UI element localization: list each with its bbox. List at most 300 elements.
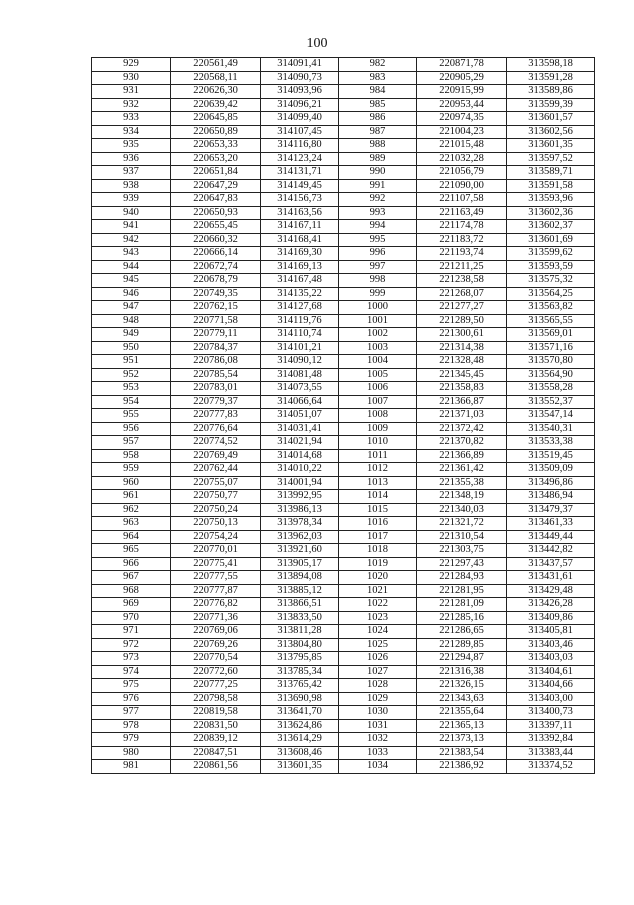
x-coordinate-cell: 221370,82 — [417, 436, 507, 450]
y-coordinate-cell: 313431,61 — [507, 571, 595, 585]
x-coordinate-cell: 221303,75 — [417, 544, 507, 558]
point-number-cell: 1009 — [339, 422, 417, 436]
y-coordinate-cell: 314123,24 — [261, 152, 339, 166]
y-coordinate-cell: 313383,44 — [507, 746, 595, 760]
y-coordinate-cell: 313690,98 — [261, 692, 339, 706]
point-number-cell: 969 — [92, 598, 171, 612]
y-coordinate-cell: 313614,29 — [261, 733, 339, 747]
x-coordinate-cell: 221281,95 — [417, 584, 507, 598]
y-coordinate-cell: 313565,55 — [507, 314, 595, 328]
point-number-cell: 1033 — [339, 746, 417, 760]
x-coordinate-cell: 221300,61 — [417, 328, 507, 342]
y-coordinate-cell: 313599,39 — [507, 98, 595, 112]
y-coordinate-cell: 313598,18 — [507, 58, 595, 72]
point-number-cell: 984 — [339, 85, 417, 99]
table-row — [92, 598, 595, 612]
x-coordinate-cell: 220660,32 — [171, 233, 261, 247]
y-coordinate-cell: 313593,59 — [507, 260, 595, 274]
x-coordinate-cell: 220561,49 — [171, 58, 261, 72]
table-row — [92, 260, 595, 274]
x-coordinate-cell: 221163,49 — [417, 206, 507, 220]
point-number-cell: 947 — [92, 301, 171, 315]
y-coordinate-cell: 313437,57 — [507, 557, 595, 571]
x-coordinate-cell: 220645,85 — [171, 112, 261, 126]
point-number-cell: 985 — [339, 98, 417, 112]
y-coordinate-cell: 313978,34 — [261, 517, 339, 531]
x-coordinate-cell: 221032,28 — [417, 152, 507, 166]
y-coordinate-cell: 313785,34 — [261, 665, 339, 679]
x-coordinate-cell: 220650,93 — [171, 206, 261, 220]
y-coordinate-cell: 314099,40 — [261, 112, 339, 126]
y-coordinate-cell: 313570,80 — [507, 355, 595, 369]
y-coordinate-cell: 314093,96 — [261, 85, 339, 99]
y-coordinate-cell: 313602,36 — [507, 206, 595, 220]
x-coordinate-cell: 221343,63 — [417, 692, 507, 706]
point-number-cell: 945 — [92, 274, 171, 288]
y-coordinate-cell: 313563,82 — [507, 301, 595, 315]
point-number-cell: 992 — [339, 193, 417, 207]
y-coordinate-cell: 314090,12 — [261, 355, 339, 369]
y-coordinate-cell: 313599,62 — [507, 247, 595, 261]
coordinates-table-body — [92, 58, 595, 774]
y-coordinate-cell: 313597,52 — [507, 152, 595, 166]
x-coordinate-cell: 220974,35 — [417, 112, 507, 126]
y-coordinate-cell: 313921,60 — [261, 544, 339, 558]
point-number-cell: 940 — [92, 206, 171, 220]
table-row — [92, 193, 595, 207]
point-number-cell: 951 — [92, 355, 171, 369]
point-number-cell: 948 — [92, 314, 171, 328]
x-coordinate-cell: 220568,11 — [171, 71, 261, 85]
y-coordinate-cell: 313602,56 — [507, 125, 595, 139]
table-row — [92, 571, 595, 585]
y-coordinate-cell: 313461,33 — [507, 517, 595, 531]
x-coordinate-cell: 220770,54 — [171, 652, 261, 666]
x-coordinate-cell: 221316,38 — [417, 665, 507, 679]
x-coordinate-cell: 220678,79 — [171, 274, 261, 288]
table-row — [92, 490, 595, 504]
point-number-cell: 1017 — [339, 530, 417, 544]
point-number-cell: 938 — [92, 179, 171, 193]
x-coordinate-cell: 221371,03 — [417, 409, 507, 423]
point-number-cell: 1015 — [339, 503, 417, 517]
point-number-cell: 954 — [92, 395, 171, 409]
table-row — [92, 638, 595, 652]
y-coordinate-cell: 314116,80 — [261, 139, 339, 153]
y-coordinate-cell: 313403,03 — [507, 652, 595, 666]
point-number-cell: 987 — [339, 125, 417, 139]
point-number-cell: 1013 — [339, 476, 417, 490]
x-coordinate-cell: 220871,78 — [417, 58, 507, 72]
point-number-cell: 964 — [92, 530, 171, 544]
point-number-cell: 998 — [339, 274, 417, 288]
x-coordinate-cell: 220777,25 — [171, 679, 261, 693]
y-coordinate-cell: 313404,66 — [507, 679, 595, 693]
y-coordinate-cell: 313496,86 — [507, 476, 595, 490]
y-coordinate-cell: 314167,11 — [261, 220, 339, 234]
x-coordinate-cell: 220905,29 — [417, 71, 507, 85]
y-coordinate-cell: 314167,48 — [261, 274, 339, 288]
x-coordinate-cell: 221340,03 — [417, 503, 507, 517]
table-row — [92, 746, 595, 760]
table-row — [92, 341, 595, 355]
point-number-cell: 986 — [339, 112, 417, 126]
table-row — [92, 422, 595, 436]
x-coordinate-cell: 221183,72 — [417, 233, 507, 247]
point-number-cell: 939 — [92, 193, 171, 207]
table-row — [92, 152, 595, 166]
point-number-cell: 936 — [92, 152, 171, 166]
point-number-cell: 941 — [92, 220, 171, 234]
x-coordinate-cell: 220783,01 — [171, 382, 261, 396]
x-coordinate-cell: 220750,13 — [171, 517, 261, 531]
y-coordinate-cell: 314169,13 — [261, 260, 339, 274]
x-coordinate-cell: 221321,72 — [417, 517, 507, 531]
table-row — [92, 625, 595, 639]
y-coordinate-cell: 314014,68 — [261, 449, 339, 463]
x-coordinate-cell: 220672,74 — [171, 260, 261, 274]
x-coordinate-cell: 221348,19 — [417, 490, 507, 504]
x-coordinate-cell: 221345,45 — [417, 368, 507, 382]
y-coordinate-cell: 313641,70 — [261, 706, 339, 720]
point-number-cell: 944 — [92, 260, 171, 274]
point-number-cell: 1019 — [339, 557, 417, 571]
x-coordinate-cell: 221297,43 — [417, 557, 507, 571]
point-number-cell: 1008 — [339, 409, 417, 423]
x-coordinate-cell: 220769,26 — [171, 638, 261, 652]
y-coordinate-cell: 313811,28 — [261, 625, 339, 639]
x-coordinate-cell: 220953,44 — [417, 98, 507, 112]
x-coordinate-cell: 220762,44 — [171, 463, 261, 477]
table-row — [92, 395, 595, 409]
point-number-cell: 1023 — [339, 611, 417, 625]
point-number-cell: 989 — [339, 152, 417, 166]
y-coordinate-cell: 313591,28 — [507, 71, 595, 85]
point-number-cell: 937 — [92, 166, 171, 180]
table-row — [92, 665, 595, 679]
y-coordinate-cell: 314101,21 — [261, 341, 339, 355]
point-number-cell: 1002 — [339, 328, 417, 342]
x-coordinate-cell: 220755,07 — [171, 476, 261, 490]
y-coordinate-cell: 314168,41 — [261, 233, 339, 247]
x-coordinate-cell: 221281,09 — [417, 598, 507, 612]
x-coordinate-cell: 220754,24 — [171, 530, 261, 544]
x-coordinate-cell: 220653,20 — [171, 152, 261, 166]
table-row — [92, 463, 595, 477]
y-coordinate-cell: 313575,32 — [507, 274, 595, 288]
x-coordinate-cell: 221383,54 — [417, 746, 507, 760]
point-number-cell: 1007 — [339, 395, 417, 409]
y-coordinate-cell: 314051,07 — [261, 409, 339, 423]
point-number-cell: 983 — [339, 71, 417, 85]
y-coordinate-cell: 313885,12 — [261, 584, 339, 598]
x-coordinate-cell: 220798,58 — [171, 692, 261, 706]
table-row — [92, 85, 595, 99]
y-coordinate-cell: 313509,09 — [507, 463, 595, 477]
x-coordinate-cell: 221268,07 — [417, 287, 507, 301]
y-coordinate-cell: 313571,16 — [507, 341, 595, 355]
y-coordinate-cell: 314073,55 — [261, 382, 339, 396]
point-number-cell: 996 — [339, 247, 417, 261]
point-number-cell: 977 — [92, 706, 171, 720]
x-coordinate-cell: 221355,38 — [417, 476, 507, 490]
table-row — [92, 355, 595, 369]
y-coordinate-cell: 313479,37 — [507, 503, 595, 517]
y-coordinate-cell: 313765,42 — [261, 679, 339, 693]
point-number-cell: 993 — [339, 206, 417, 220]
table-row — [92, 328, 595, 342]
table-row — [92, 220, 595, 234]
point-number-cell: 1027 — [339, 665, 417, 679]
x-coordinate-cell: 220749,35 — [171, 287, 261, 301]
table-row — [92, 706, 595, 720]
table-row — [92, 166, 595, 180]
point-number-cell: 966 — [92, 557, 171, 571]
x-coordinate-cell: 220771,58 — [171, 314, 261, 328]
y-coordinate-cell: 313804,80 — [261, 638, 339, 652]
x-coordinate-cell: 221355,64 — [417, 706, 507, 720]
x-coordinate-cell: 221373,13 — [417, 733, 507, 747]
x-coordinate-cell: 221326,15 — [417, 679, 507, 693]
point-number-cell: 963 — [92, 517, 171, 531]
point-number-cell: 994 — [339, 220, 417, 234]
x-coordinate-cell: 221289,85 — [417, 638, 507, 652]
x-coordinate-cell: 220762,15 — [171, 301, 261, 315]
y-coordinate-cell: 313602,37 — [507, 220, 595, 234]
y-coordinate-cell: 313624,86 — [261, 719, 339, 733]
point-number-cell: 997 — [339, 260, 417, 274]
table-row — [92, 692, 595, 706]
point-number-cell: 1020 — [339, 571, 417, 585]
x-coordinate-cell: 221004,23 — [417, 125, 507, 139]
y-coordinate-cell: 313601,57 — [507, 112, 595, 126]
y-coordinate-cell: 314131,71 — [261, 166, 339, 180]
y-coordinate-cell: 313429,48 — [507, 584, 595, 598]
x-coordinate-cell: 221365,13 — [417, 719, 507, 733]
y-coordinate-cell: 313403,00 — [507, 692, 595, 706]
point-number-cell: 967 — [92, 571, 171, 585]
y-coordinate-cell: 313589,86 — [507, 85, 595, 99]
y-coordinate-cell: 313569,01 — [507, 328, 595, 342]
point-number-cell: 1004 — [339, 355, 417, 369]
table-row — [92, 557, 595, 571]
point-number-cell: 946 — [92, 287, 171, 301]
x-coordinate-cell: 220771,36 — [171, 611, 261, 625]
x-coordinate-cell: 221174,78 — [417, 220, 507, 234]
y-coordinate-cell: 314127,68 — [261, 301, 339, 315]
point-number-cell: 975 — [92, 679, 171, 693]
x-coordinate-cell: 220650,89 — [171, 125, 261, 139]
point-number-cell: 943 — [92, 247, 171, 261]
point-number-cell: 932 — [92, 98, 171, 112]
point-number-cell: 990 — [339, 166, 417, 180]
y-coordinate-cell: 313486,94 — [507, 490, 595, 504]
y-coordinate-cell: 313795,85 — [261, 652, 339, 666]
y-coordinate-cell: 313962,03 — [261, 530, 339, 544]
table-row — [92, 274, 595, 288]
x-coordinate-cell: 221358,83 — [417, 382, 507, 396]
table-row — [92, 449, 595, 463]
point-number-cell: 1028 — [339, 679, 417, 693]
y-coordinate-cell: 314091,41 — [261, 58, 339, 72]
x-coordinate-cell: 221386,92 — [417, 760, 507, 774]
y-coordinate-cell: 314169,30 — [261, 247, 339, 261]
point-number-cell: 931 — [92, 85, 171, 99]
x-coordinate-cell: 221310,54 — [417, 530, 507, 544]
y-coordinate-cell: 313442,82 — [507, 544, 595, 558]
x-coordinate-cell: 220774,52 — [171, 436, 261, 450]
y-coordinate-cell: 313833,50 — [261, 611, 339, 625]
x-coordinate-cell: 221314,38 — [417, 341, 507, 355]
x-coordinate-cell: 220776,82 — [171, 598, 261, 612]
table-row — [92, 611, 595, 625]
x-coordinate-cell: 220651,84 — [171, 166, 261, 180]
x-coordinate-cell: 220770,01 — [171, 544, 261, 558]
x-coordinate-cell: 220777,55 — [171, 571, 261, 585]
y-coordinate-cell: 313593,96 — [507, 193, 595, 207]
y-coordinate-cell: 313608,46 — [261, 746, 339, 760]
x-coordinate-cell: 220655,45 — [171, 220, 261, 234]
point-number-cell: 958 — [92, 449, 171, 463]
y-coordinate-cell: 314066,64 — [261, 395, 339, 409]
x-coordinate-cell: 220785,54 — [171, 368, 261, 382]
table-row — [92, 314, 595, 328]
x-coordinate-cell: 221211,25 — [417, 260, 507, 274]
x-coordinate-cell: 220639,42 — [171, 98, 261, 112]
table-row — [92, 139, 595, 153]
x-coordinate-cell: 220769,06 — [171, 625, 261, 639]
point-number-cell: 960 — [92, 476, 171, 490]
x-coordinate-cell: 220784,37 — [171, 341, 261, 355]
table-row — [92, 733, 595, 747]
x-coordinate-cell: 220861,56 — [171, 760, 261, 774]
x-coordinate-cell: 220839,12 — [171, 733, 261, 747]
table-row — [92, 679, 595, 693]
x-coordinate-cell: 220772,60 — [171, 665, 261, 679]
y-coordinate-cell: 314021,94 — [261, 436, 339, 450]
table-row — [92, 760, 595, 774]
point-number-cell: 974 — [92, 665, 171, 679]
y-coordinate-cell: 314163,56 — [261, 206, 339, 220]
point-number-cell: 1005 — [339, 368, 417, 382]
point-number-cell: 1024 — [339, 625, 417, 639]
point-number-cell: 1021 — [339, 584, 417, 598]
table-row — [92, 71, 595, 85]
point-number-cell: 1032 — [339, 733, 417, 747]
x-coordinate-cell: 221361,42 — [417, 463, 507, 477]
point-number-cell: 1006 — [339, 382, 417, 396]
y-coordinate-cell: 313392,84 — [507, 733, 595, 747]
x-coordinate-cell: 220666,14 — [171, 247, 261, 261]
coordinates-table — [91, 57, 595, 774]
table-row — [92, 584, 595, 598]
point-number-cell: 1025 — [339, 638, 417, 652]
x-coordinate-cell: 220915,99 — [417, 85, 507, 99]
table-row — [92, 287, 595, 301]
point-number-cell: 982 — [339, 58, 417, 72]
point-number-cell: 1026 — [339, 652, 417, 666]
y-coordinate-cell: 313540,31 — [507, 422, 595, 436]
y-coordinate-cell: 313564,90 — [507, 368, 595, 382]
table-row — [92, 436, 595, 450]
x-coordinate-cell: 220819,58 — [171, 706, 261, 720]
y-coordinate-cell: 314031,41 — [261, 422, 339, 436]
point-number-cell: 962 — [92, 503, 171, 517]
x-coordinate-cell: 221294,87 — [417, 652, 507, 666]
point-number-cell: 959 — [92, 463, 171, 477]
x-coordinate-cell: 220647,29 — [171, 179, 261, 193]
x-coordinate-cell: 220750,77 — [171, 490, 261, 504]
point-number-cell: 956 — [92, 422, 171, 436]
point-number-cell: 1031 — [339, 719, 417, 733]
table-row — [92, 58, 595, 72]
point-number-cell: 981 — [92, 760, 171, 774]
point-number-cell: 995 — [339, 233, 417, 247]
point-number-cell: 980 — [92, 746, 171, 760]
y-coordinate-cell: 314135,22 — [261, 287, 339, 301]
y-coordinate-cell: 313992,95 — [261, 490, 339, 504]
y-coordinate-cell: 313403,46 — [507, 638, 595, 652]
x-coordinate-cell: 220831,50 — [171, 719, 261, 733]
point-number-cell: 968 — [92, 584, 171, 598]
x-coordinate-cell: 221015,48 — [417, 139, 507, 153]
point-number-cell: 979 — [92, 733, 171, 747]
table-row — [92, 409, 595, 423]
x-coordinate-cell: 221193,74 — [417, 247, 507, 261]
y-coordinate-cell: 313591,58 — [507, 179, 595, 193]
point-number-cell: 1014 — [339, 490, 417, 504]
x-coordinate-cell: 221107,58 — [417, 193, 507, 207]
y-coordinate-cell: 313905,17 — [261, 557, 339, 571]
table-row — [92, 544, 595, 558]
y-coordinate-cell: 313558,28 — [507, 382, 595, 396]
point-number-cell: 978 — [92, 719, 171, 733]
y-coordinate-cell: 313449,44 — [507, 530, 595, 544]
y-coordinate-cell: 313400,73 — [507, 706, 595, 720]
x-coordinate-cell: 221238,58 — [417, 274, 507, 288]
y-coordinate-cell: 313426,28 — [507, 598, 595, 612]
x-coordinate-cell: 220769,49 — [171, 449, 261, 463]
point-number-cell: 1012 — [339, 463, 417, 477]
y-coordinate-cell: 314149,45 — [261, 179, 339, 193]
point-number-cell: 965 — [92, 544, 171, 558]
point-number-cell: 976 — [92, 692, 171, 706]
point-number-cell: 972 — [92, 638, 171, 652]
table-row — [92, 233, 595, 247]
point-number-cell: 930 — [92, 71, 171, 85]
y-coordinate-cell: 314119,76 — [261, 314, 339, 328]
table-row — [92, 517, 595, 531]
point-number-cell: 957 — [92, 436, 171, 450]
y-coordinate-cell: 314096,21 — [261, 98, 339, 112]
x-coordinate-cell: 221056,79 — [417, 166, 507, 180]
y-coordinate-cell: 314081,48 — [261, 368, 339, 382]
y-coordinate-cell: 313589,71 — [507, 166, 595, 180]
x-coordinate-cell: 221277,27 — [417, 301, 507, 315]
y-coordinate-cell: 313547,14 — [507, 409, 595, 423]
point-number-cell: 952 — [92, 368, 171, 382]
x-coordinate-cell: 221284,93 — [417, 571, 507, 585]
page-number: 100 — [306, 36, 328, 51]
x-coordinate-cell: 221285,16 — [417, 611, 507, 625]
y-coordinate-cell: 313404,61 — [507, 665, 595, 679]
x-coordinate-cell: 220653,33 — [171, 139, 261, 153]
x-coordinate-cell: 220777,87 — [171, 584, 261, 598]
point-number-cell: 1034 — [339, 760, 417, 774]
y-coordinate-cell: 313601,35 — [507, 139, 595, 153]
x-coordinate-cell: 221289,50 — [417, 314, 507, 328]
point-number-cell: 1016 — [339, 517, 417, 531]
